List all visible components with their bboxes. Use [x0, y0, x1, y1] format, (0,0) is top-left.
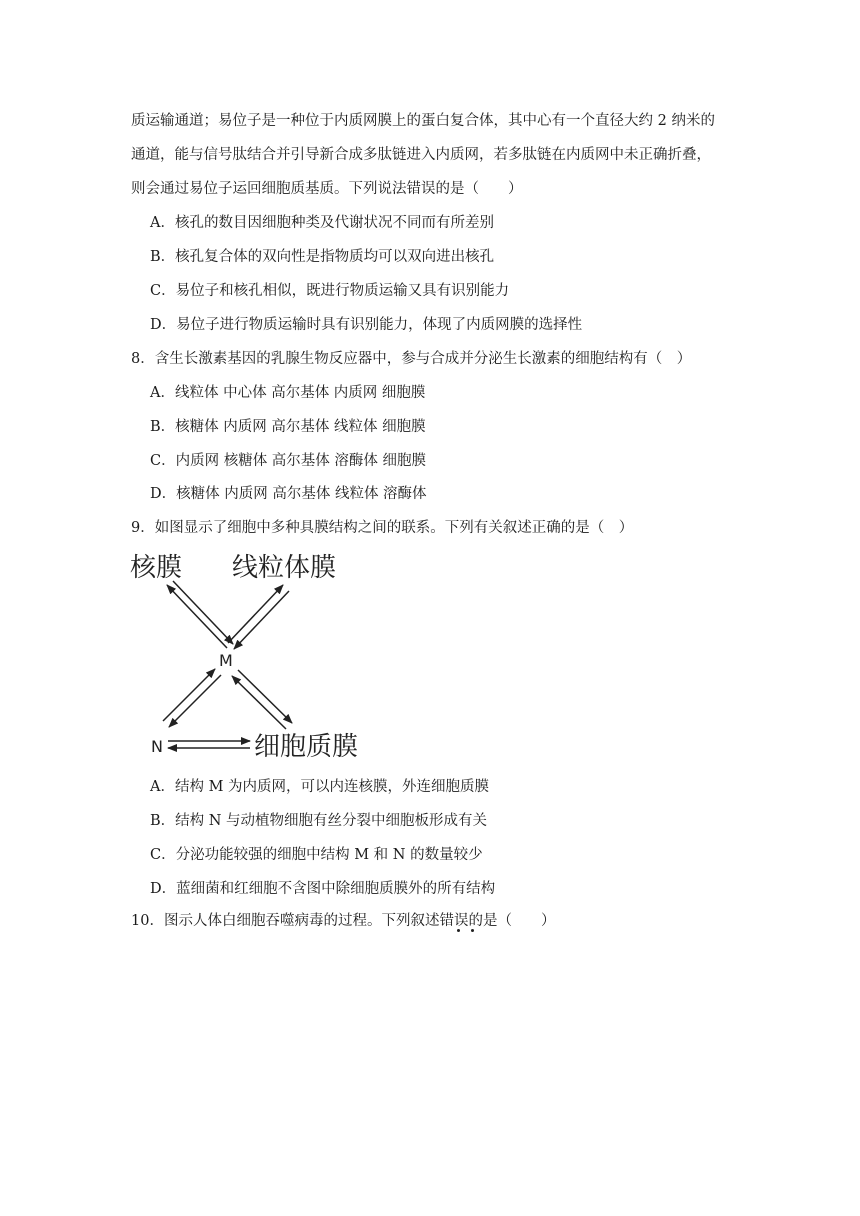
arrow-m-to-nuclear: [167, 585, 227, 648]
q9-option-c: C．分泌功能较强的细胞中结构 M 和 N 的数量较少: [150, 847, 483, 863]
emphasis-dot: [457, 929, 460, 932]
arrow-mito-to-m: [234, 591, 289, 649]
emphasis-dot: [471, 929, 474, 932]
membrane-relationship-diagram: [120, 545, 380, 765]
label-mitochondrial-membrane: 线粒体膜: [232, 553, 337, 583]
label-nuclear-membrane: 核膜: [130, 553, 183, 583]
q9-option-d: D．蓝细菌和红细胞不含图中除细胞质膜外的所有结构: [150, 881, 496, 897]
q10-stem: 10．图示人体白细胞吞噬病毒的过程。下列叙述错误的是（ ）: [131, 913, 556, 929]
arrow-n-to-m: [163, 669, 215, 721]
arrow-nuclear-to-m: [173, 581, 233, 644]
arrow-m-to-mito: [228, 585, 283, 643]
q8-option-a: A．线粒体 中心体 高尔基体 内质网 细胞膜: [150, 385, 426, 401]
q9-option-a: A．结构 M 为内质网，可以内连核膜，外连细胞质膜: [150, 779, 490, 795]
q7-stem-line-2: 通道，能与信号肽结合并引导新合成多肽链进入内质网，若多肽链在内质网中未正确折叠，: [131, 147, 711, 163]
q8-option-b: B．核糖体 内质网 高尔基体 线粒体 细胞膜: [150, 419, 426, 435]
q8-stem: 8．含生长激素基因的乳腺生物反应器中，参与合成并分泌生长激素的细胞结构有（ ）: [131, 351, 692, 367]
label-structure-m: M: [219, 651, 233, 670]
q7-stem-line-3: 则会通过易位子运回细胞质基质。下列说法错误的是（ ）: [131, 181, 523, 197]
arrow-m-to-n: [169, 675, 221, 727]
q9-option-b: B．结构 N 与动植物细胞有丝分裂中细胞板形成有关: [150, 813, 488, 829]
arrow-m-to-cell-membrane: [238, 670, 292, 723]
q7-option-c: C．易位子和核孔相似，既进行物质运输又具有识别能力: [150, 283, 510, 299]
q9-stem: 9．如图显示了细胞中多种具膜结构之间的联系。下列有关叙述正确的是（ ）: [131, 520, 634, 536]
q7-option-d: D．易位子进行物质运输时具有识别能力，体现了内质网膜的选择性: [150, 317, 583, 333]
q7-option-a: A．核孔的数目因细胞种类及代谢状况不同而有所差别: [150, 215, 494, 231]
q7-stem-line-1: 质运输通道；易位子是一种位于内质网膜上的蛋白复合体，其中心有一个直径大约 2 纳米的: [131, 113, 715, 129]
label-cell-membrane: 细胞质膜: [254, 732, 359, 762]
q8-option-d: D．核糖体 内质网 高尔基体 线粒体 溶酶体: [150, 486, 427, 502]
label-structure-n: N: [151, 737, 163, 756]
arrow-cell-membrane-to-m: [232, 676, 286, 729]
q8-option-c: C．内质网 核糖体 高尔基体 溶酶体 细胞膜: [150, 453, 427, 469]
q7-option-b: B．核孔复合体的双向性是指物质均可以双向进出核孔: [150, 249, 495, 265]
